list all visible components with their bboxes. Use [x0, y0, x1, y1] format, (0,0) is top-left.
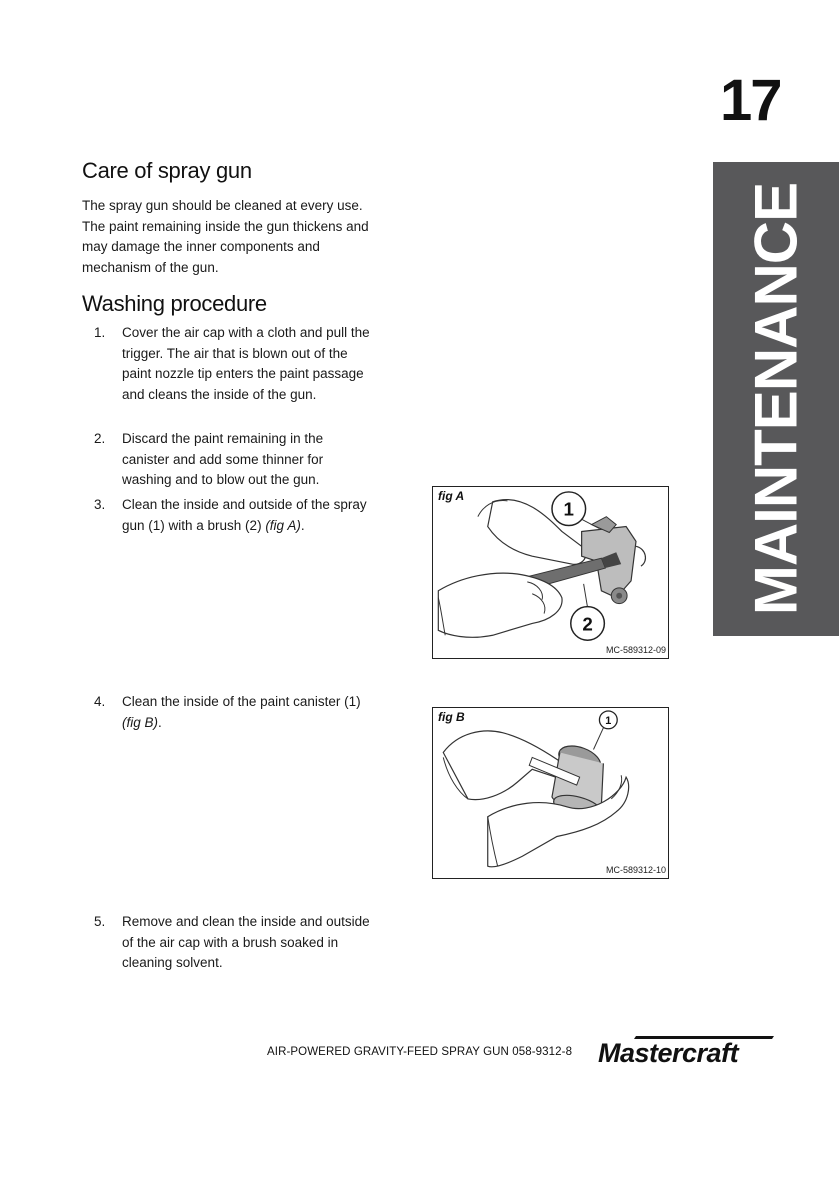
step-text: Clean the inside and outside of the spray gun (1) with a brush (2)	[122, 497, 367, 533]
step-number: 3.	[94, 497, 106, 512]
step-text-wrap	[122, 692, 374, 733]
step-3	[94, 495, 374, 536]
step-text: Discard the paint remaining in the canister and add some thinner for washing and to blow out the gun.	[122, 431, 324, 487]
callout-1: 1	[605, 714, 612, 727]
spray-gun-cleaning-illustration	[433, 487, 668, 658]
figure-label: fig A	[438, 489, 465, 503]
brand-wordmark: Mastercraft	[598, 1038, 739, 1066]
step-text: Remove and clean the inside and outside of the air cap with a brush soaked in cleaning solvent.	[122, 914, 370, 970]
canister-cleaning-illustration	[433, 708, 668, 878]
step-number: 2.	[94, 431, 106, 446]
callout-1: 1	[563, 498, 575, 520]
care-paragraph: The spray gun should be cleaned at every use. The paint remaining inside the gun thickens and may damage the inner components and mechanism of the gun.	[82, 198, 369, 275]
step-text-end: .	[158, 714, 162, 730]
step-text: Cover the air cap with a cloth and pull the trigger. The air that is blown out of the paint nozzle tip enters the paint passage and cleans the inside of the gun.	[122, 325, 370, 402]
callout-2: 2	[582, 613, 593, 635]
step-5	[94, 912, 374, 974]
step-number: 5.	[94, 914, 106, 929]
step-2	[94, 429, 374, 491]
section-tab	[713, 162, 839, 636]
step-text-end: .	[300, 517, 305, 533]
figure-b	[432, 707, 669, 879]
page-number: 17	[720, 68, 781, 133]
washing-heading: Washing procedure	[82, 291, 267, 316]
figure-reference: (fig B)	[122, 714, 159, 730]
section-tab-label: MAINTENANCE	[742, 182, 810, 616]
footer-product-name: AIR-POWERED GRAVITY-FEED SPRAY GUN 058-9312-8	[267, 1046, 573, 1058]
step-text-wrap	[122, 495, 374, 536]
figure-a	[432, 486, 669, 659]
step-text: Clean the inside of the paint canister (1)	[122, 694, 361, 709]
figure-reference: (fig A)	[265, 517, 301, 533]
step-1	[94, 323, 374, 405]
figure-code: MC-589312-10	[605, 865, 666, 875]
brand-logo	[596, 1032, 776, 1066]
care-heading: Care of spray gun	[82, 158, 252, 183]
step-number: 1.	[94, 325, 106, 340]
figure-label: fig B	[438, 710, 465, 724]
step-4	[94, 692, 374, 733]
figure-code: MC-589312-09	[605, 645, 666, 655]
step-number: 4.	[94, 694, 106, 709]
